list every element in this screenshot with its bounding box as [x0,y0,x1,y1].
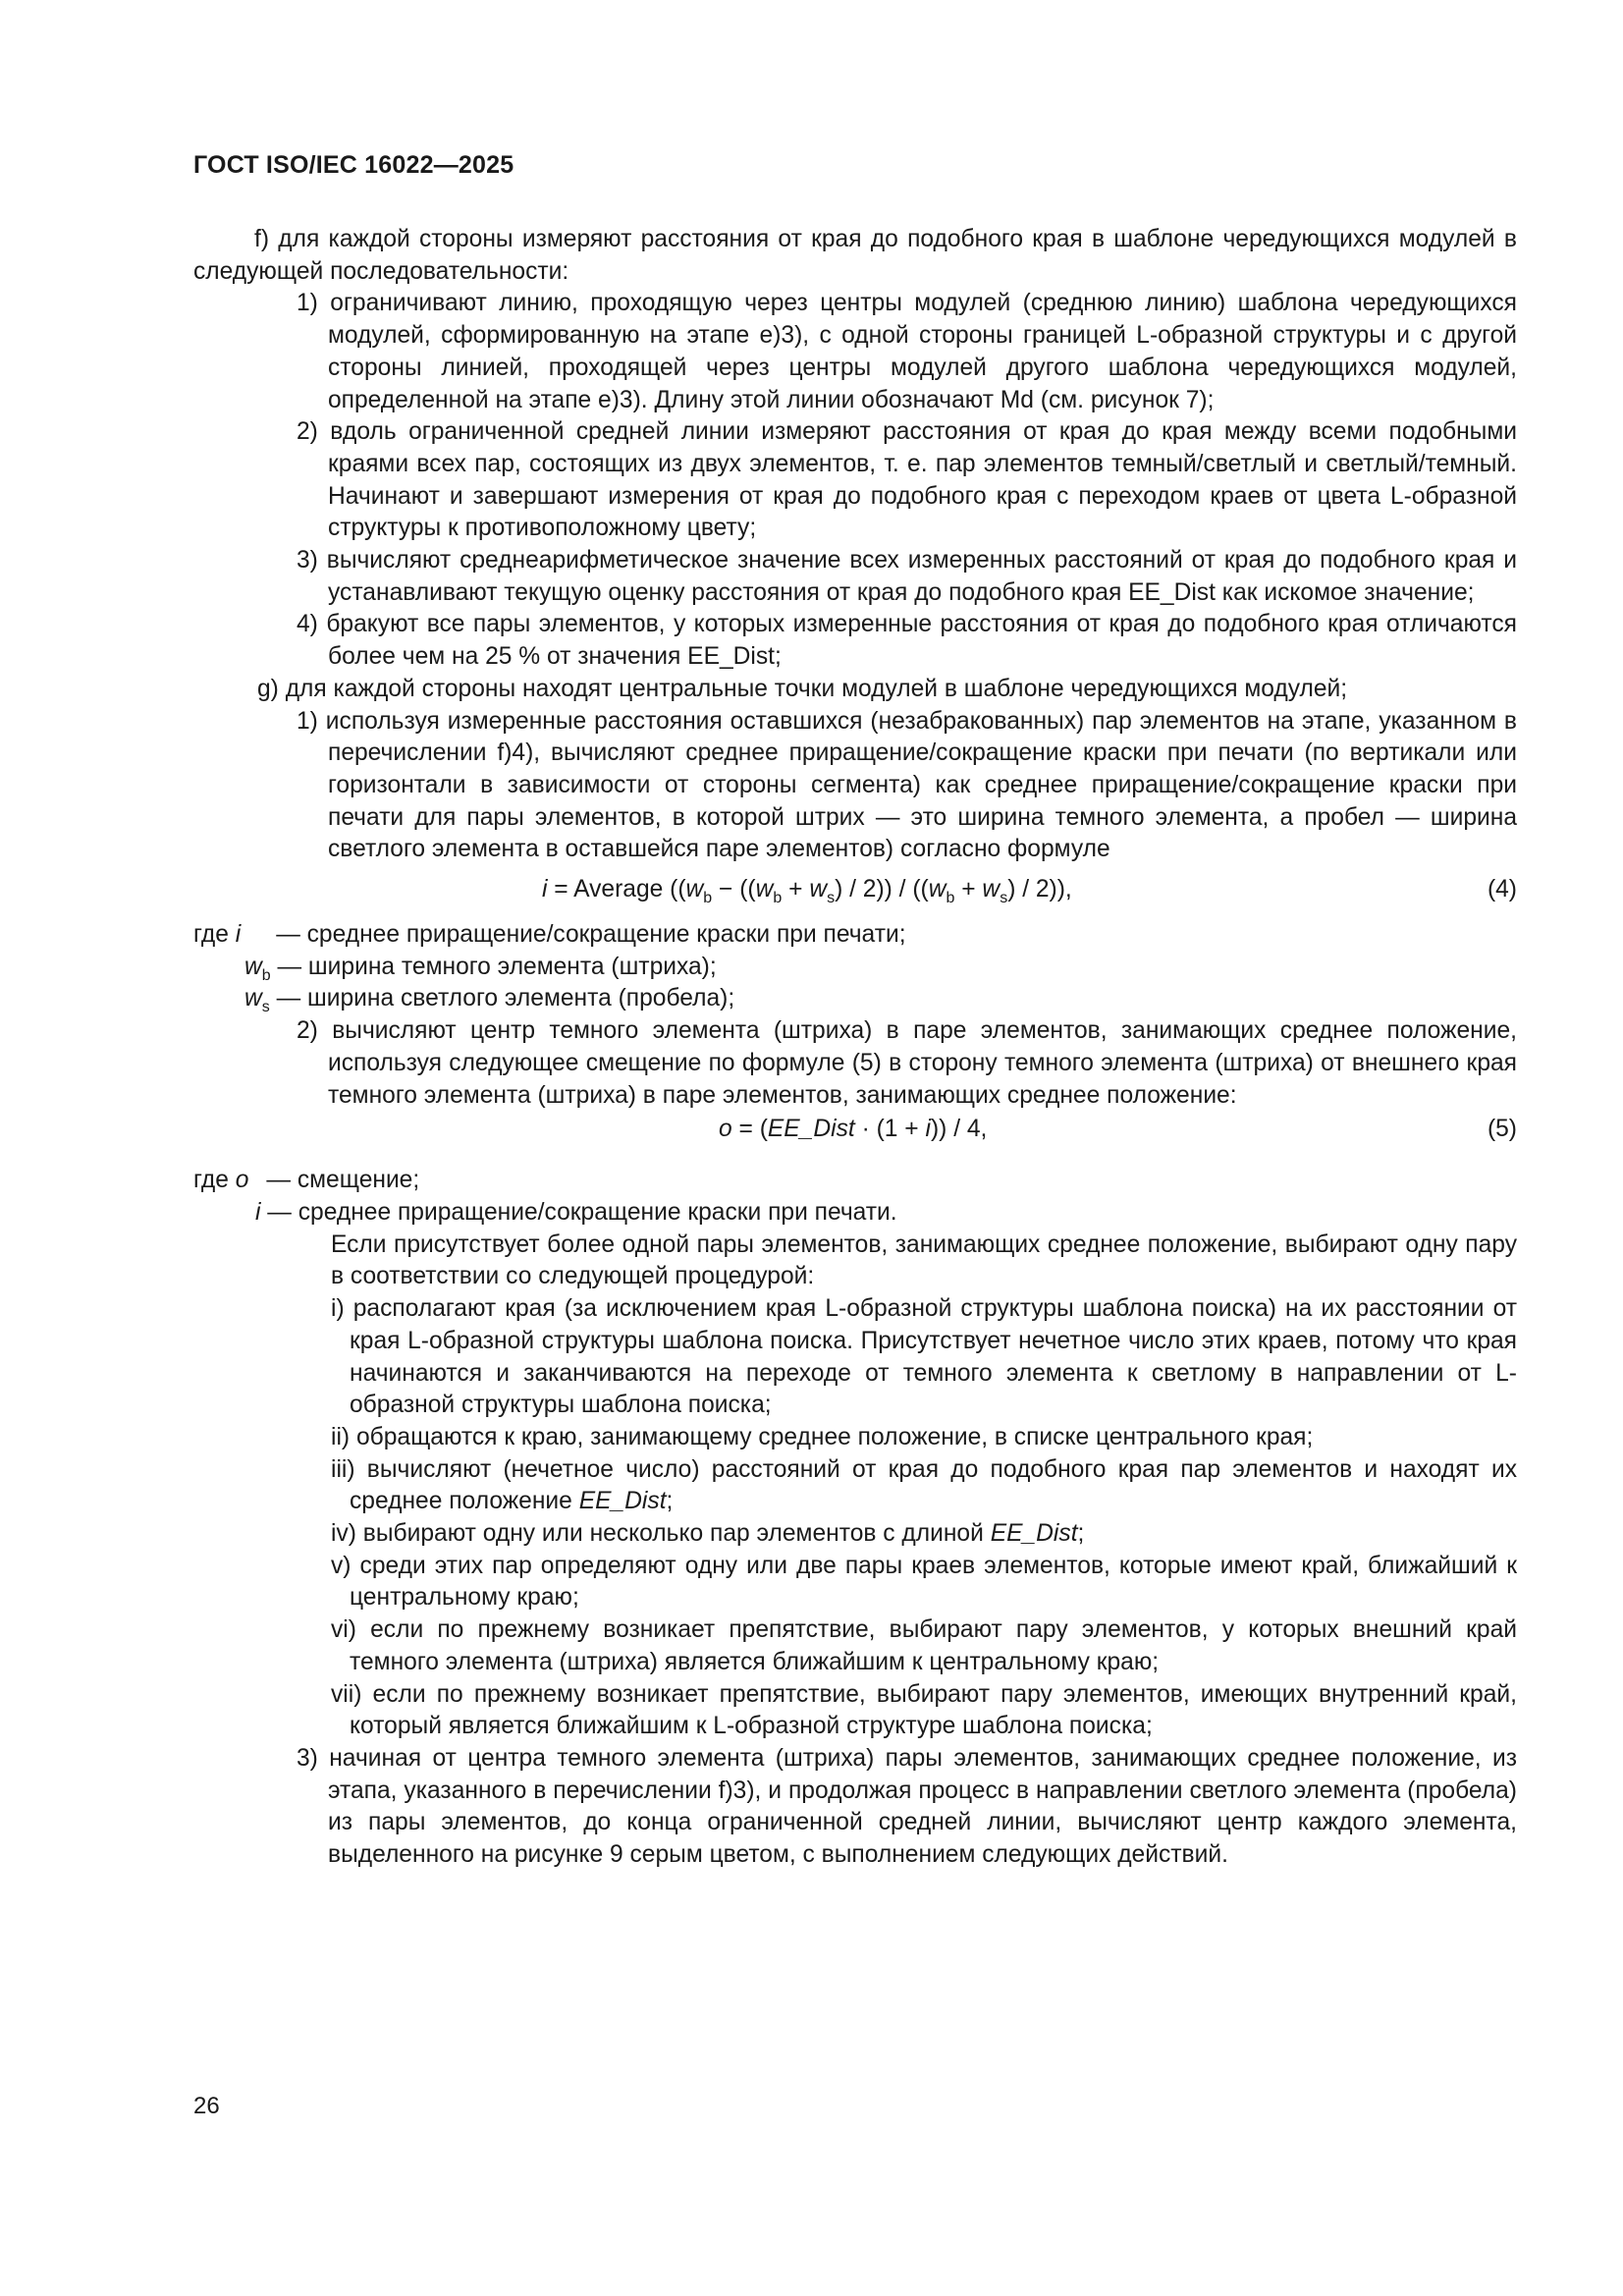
step-f-item-4: 4) бракуют все пары элементов, у которых измеренные расстояния от края до подобного края отличаются более чем на 25 % от значения EE_Dist; [297,611,1517,671]
step-f-intro: f) для каждой стороны измеряют расстояния от края до подобного края в шаблоне чередующихся модулей в следующей последовательности: [193,226,1517,285]
where-ws: $w_s$ — ширина светлого элемента (пробела); [244,985,735,1016]
page-content [193,224,1517,1872]
document-header: ГОСТ ISO/IEC 16022—2025 [193,151,514,179]
formula-4-expression: i = Average $((w_b - ((w_b + w_s) / 2)) / ((w_b + w_s) / 2))$, [542,876,1072,907]
where-i: где i — среднее приращение/сокращение краски при печати; [193,921,906,949]
formula-5 [193,1114,1517,1157]
step-f-item-1: 1) ограничивают линию, проходящую через центры модулей (среднюю линию) шаблона чередующихся модулей, сформированную на этапе е)3), с одной стороны границей L-образной структуры и с другой стороны линией, проходящей через центры модулей другого шаблона чередующихся модулей, определенной на этапе е)3). Длину этой линии обозначают Md (см. рисунок 7); [297,290,1517,413]
page-number: 26 [193,2093,220,2119]
step-g-item-3: 3) начиная от центра темного элемента (штриха) пары элементов, занимающих среднее положение, из этапа, указанного в перечислении f)3), и продолжая процесс в направлении светлого элемента (пробела) из пары элементов, до конца ограниченной средней линии, вычисляют центр каждого элемента, выделенного на рисунке 9 серым цветом, с выполнением следующих действий. [297,1744,1517,1869]
where-wb: $w_b$ — ширина темного элемента (штриха); [244,953,717,984]
where-o: где o — смещение; [193,1167,420,1194]
step-f-item-2: 2) вдоль ограниченной средней линии измеряют расстояния от края до края между всеми подобными краями всех пар, состоящих из двух элементов, т. е. пар элементов темный/светлый и светлый/темный. Начинают и завершают измерения от края до подобного края с переходом краев от цвета L-образной структуры к противоположному цвету; [297,418,1517,542]
step-f-item-3: 3) вычисляют среднеарифметическое значение всех измеренных расстояний от края до подобного края и устанавливают текущую оценку расстояния от края до подобного края EE_Dist как искомое значение; [297,547,1517,606]
roman-item-ii: ii) обращаются к краю, занимающему среднее положение, в списке центрального края; [331,1423,1314,1450]
roman-item-iv: iv) выбирают одну или несколько пар элементов с длиной EE_Dist; [331,1520,1085,1548]
selection-note: Если присутствует более одной пары элементов, занимающих среднее положение, выбирают одну пару в соответствии со следующей процедурой: [331,1230,1517,1290]
roman-item-i: i) располагают края (за исключением края L-образной структуры шаблона поиска) на их расстоянии от края L-образной структуры шаблона поиска. Присутствует нечетное число этих краев, потому что края начинаются и заканчиваются на переходе от темного элемента к светлому в направлении от L-образной структуры шаблона поиска; [331,1295,1517,1419]
roman-item-iii: iii) вычисляют (нечетное число) расстояний от края до подобного края пар элементов и находят их среднее положение EE_Dist; [331,1455,1517,1515]
formula-4 [193,868,1517,911]
roman-item-vi: vi) если по прежнему возникает препятствие, выбирают пару элементов, у которых внешний край темного элемента (штриха) является ближайшим к центральному краю; [331,1616,1517,1675]
roman-item-vii: vii) если по прежнему возникает препятствие, выбирают пару элементов, имеющих внутренний край, который является ближайшим к L-образной структуре шаблона поиска; [331,1680,1517,1740]
step-g-intro: g) для каждой стороны находят центральные точки модулей в шаблоне чередующихся модулей; [257,675,1348,702]
step-g-item-1: 1) используя измеренные расстояния оставшихся (незабракованных) пар элементов на этапе, указанном в перечислении f)4), вычисляют среднее приращение/сокращение краски при печати (по вертикали или горизонтали в зависимости от стороны сегмента) как среднее приращение/сокращение краски при печати для пары элементов, в которой штрих — это ширина темного элемента, а пробел — ширина светлого элемента в оставшейся паре элементов) согласно формуле [297,707,1517,863]
roman-item-v: v) среди этих пар определяют одну или две пары краев элементов, которые имеют край, ближайший к центральному краю; [331,1552,1517,1612]
where-i-2: i — среднее приращение/сокращение краски при печати. [255,1198,897,1226]
formula-5-expression: o = (EE_Dist · (1 + i)) / 4, [719,1116,988,1143]
formula-4-number: (4) [1487,876,1517,903]
step-g-item-2: 2) вычисляют центр темного элемента (штриха) в паре элементов, занимающих среднее положение, используя следующее смещение по формуле (5) в сторону темного элемента (штриха) от внешнего края темного элемента (штриха) в паре элементов, занимающих среднее положение: [297,1017,1517,1109]
formula-5-number: (5) [1487,1116,1517,1143]
